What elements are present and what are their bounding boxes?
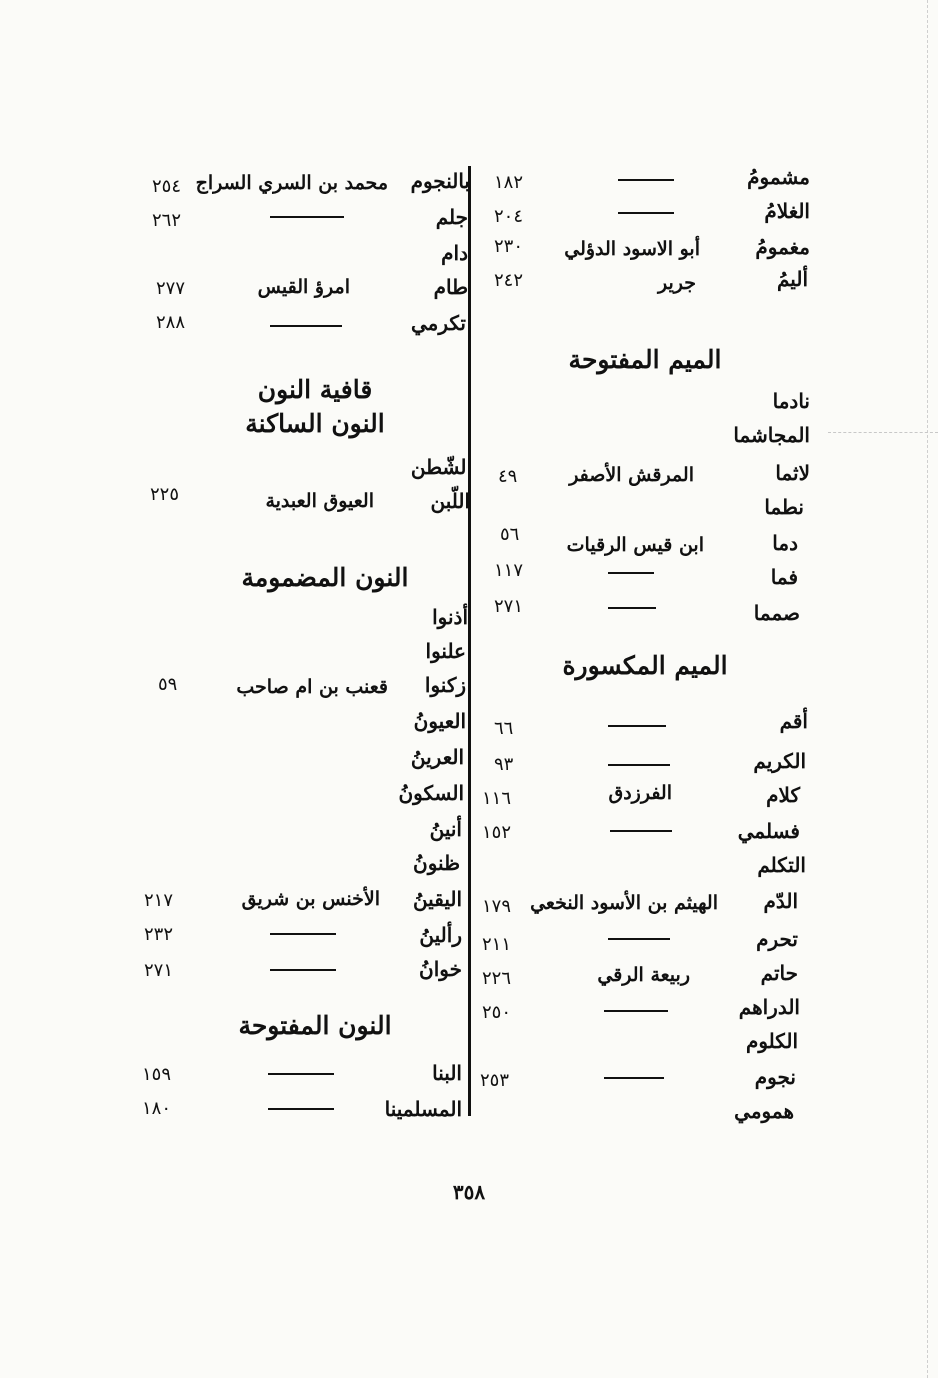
page-ref: ٢٢٥ (150, 484, 180, 505)
page-ref: ٢٦٢ (152, 210, 182, 231)
page-ref: ١٥٢ (482, 822, 512, 843)
section-heading: النون المضمومة (241, 563, 409, 592)
rhyme-word: فما (770, 565, 798, 589)
dash-placeholder (608, 725, 666, 727)
rhyme-word: لاثما (775, 461, 810, 485)
poet-name: قعنب بن ام صاحب (236, 676, 388, 698)
section-heading: الميم المفتوحة (568, 345, 722, 374)
dash-placeholder (268, 1108, 334, 1110)
rhyme-word: نادما (772, 389, 810, 413)
rhyme-word: اللّبن (430, 489, 470, 513)
poet-name: أبو الاسود الدؤلي (564, 238, 700, 260)
rhyme-word: تحرم (756, 927, 798, 951)
dash-placeholder (270, 933, 336, 935)
page-ref: ١٨٠ (142, 1098, 172, 1119)
rhyme-word: بالنجوم (410, 169, 470, 193)
rhyme-word: المجاشما (733, 423, 810, 447)
poet-name: ابن قيس الرقيات (566, 534, 704, 556)
dash-placeholder (608, 607, 656, 609)
poet-name: امرؤ القيس (257, 276, 350, 298)
dash-placeholder (604, 1010, 668, 1012)
rhyme-word: جلم (435, 205, 468, 229)
rhyme-word: كلام (766, 783, 800, 807)
rhyme-word: السكونُ (398, 781, 464, 805)
column-divider (468, 166, 471, 1116)
rhyme-word: الكريم (753, 749, 806, 773)
poet-name: محمد بن السري السراج (195, 172, 388, 194)
page-ref: ٢٤٢ (494, 270, 524, 291)
rhyme-word: ظنونُ (413, 851, 460, 875)
rhyme-word: همومي (734, 1099, 794, 1123)
page-ref: ٢٧١ (144, 960, 174, 981)
section-heading: الميم المكسورة (562, 651, 728, 680)
main-heading: قافية النون (257, 375, 373, 404)
page-ref: ٢٢٦ (482, 968, 512, 989)
rhyme-word: أليمُ (777, 267, 808, 291)
poet-name: الأخنس بن شريق (241, 888, 380, 910)
page-ref: ٢٧٧ (156, 278, 186, 299)
poet-name: الهيثم بن الأسود النخعي (530, 892, 718, 914)
page-ref: ٩٣ (494, 754, 514, 775)
rhyme-word: مغمومُ (755, 235, 810, 259)
section-heading: النون الساكنة (245, 409, 385, 438)
rhyme-word: العرينُ (410, 745, 464, 769)
poet-name: العيوق العبدية (265, 490, 374, 512)
rhyme-word: نطما (764, 495, 804, 519)
rhyme-word: أذنوا (432, 605, 468, 629)
rhyme-word: العيونُ (413, 709, 466, 733)
rhyme-word: الكلوم (745, 1029, 798, 1053)
rhyme-word: الشّطن (410, 455, 472, 479)
rhyme-word: صمما (753, 601, 800, 625)
page-ref: ٢٧١ (494, 596, 524, 617)
rhyme-word: مشمومُ (747, 165, 810, 189)
rhyme-word: البنا (432, 1061, 462, 1085)
dash-placeholder (604, 1077, 664, 1079)
poet-name: المرقش الأصفر (569, 464, 694, 486)
rhyme-word: علنوا (425, 639, 466, 663)
rhyme-word: حاتم (760, 961, 798, 985)
poet-name: جرير (658, 272, 696, 294)
dash-placeholder (618, 179, 674, 181)
dash-placeholder (608, 572, 654, 574)
dash-placeholder (270, 325, 342, 327)
rhyme-word: فسلمي (737, 819, 800, 843)
page-ref: ١٥٩ (142, 1064, 172, 1085)
page-ref: ١٧٩ (482, 896, 512, 917)
poet-name: ربيعة الرقي (597, 964, 690, 986)
rhyme-word: أنينُ (429, 817, 462, 841)
page-ref: ٢٨٨ (156, 312, 186, 333)
rhyme-word: المسلمينا (384, 1097, 462, 1121)
page-ref: ٢٣٠ (494, 236, 524, 257)
page-ref: ٥٩ (158, 674, 178, 695)
rhyme-word: زكنوا (424, 673, 466, 697)
page-ref: ٦٦ (494, 718, 514, 739)
page-number: ٣٥٨ (452, 1180, 486, 1204)
dash-placeholder (610, 830, 672, 832)
rhyme-word: الدراهم (738, 995, 800, 1019)
rhyme-word: دام (441, 241, 468, 265)
rhyme-word: طام (433, 275, 468, 299)
page-ref: ٢١١ (482, 934, 512, 955)
page-ref: ٥٦ (500, 524, 520, 545)
rhyme-word: دما (772, 531, 798, 555)
scan-mark (828, 432, 938, 433)
rhyme-word: رألينُ (419, 923, 462, 947)
page-ref: ٢٥٣ (480, 1070, 510, 1091)
rhyme-word: خوانُ (419, 957, 462, 981)
page-ref: ٢١٧ (144, 890, 174, 911)
rhyme-word: اليقينُ (412, 887, 462, 911)
dash-placeholder (608, 764, 670, 766)
scan-edge (927, 0, 928, 1378)
page-ref: ٢٠٤ (494, 206, 524, 227)
page-ref: ٢٥٤ (152, 176, 182, 197)
rhyme-word: الغلامُ (764, 199, 810, 223)
dash-placeholder (270, 216, 344, 218)
rhyme-word: الدّم (763, 889, 798, 913)
rhyme-word: تكرمي (410, 311, 466, 335)
dash-placeholder (270, 969, 336, 971)
dash-placeholder (618, 212, 674, 214)
rhyme-word: أقم (779, 709, 808, 733)
dash-placeholder (268, 1073, 334, 1075)
page-ref: ١١٦ (482, 788, 512, 809)
page-ref: ٢٥٠ (482, 1002, 512, 1023)
page-ref: ١٨٢ (494, 172, 524, 193)
section-heading: النون المفتوحة (238, 1011, 392, 1040)
poet-name: الفرزدق (608, 782, 672, 804)
page-ref: ٤٩ (498, 466, 518, 487)
dash-placeholder (608, 938, 670, 940)
rhyme-word: نجوم (754, 1065, 796, 1089)
rhyme-word: التكلم (757, 853, 806, 877)
page-ref: ٢٣٢ (144, 924, 174, 945)
page-ref: ١١٧ (494, 560, 524, 581)
